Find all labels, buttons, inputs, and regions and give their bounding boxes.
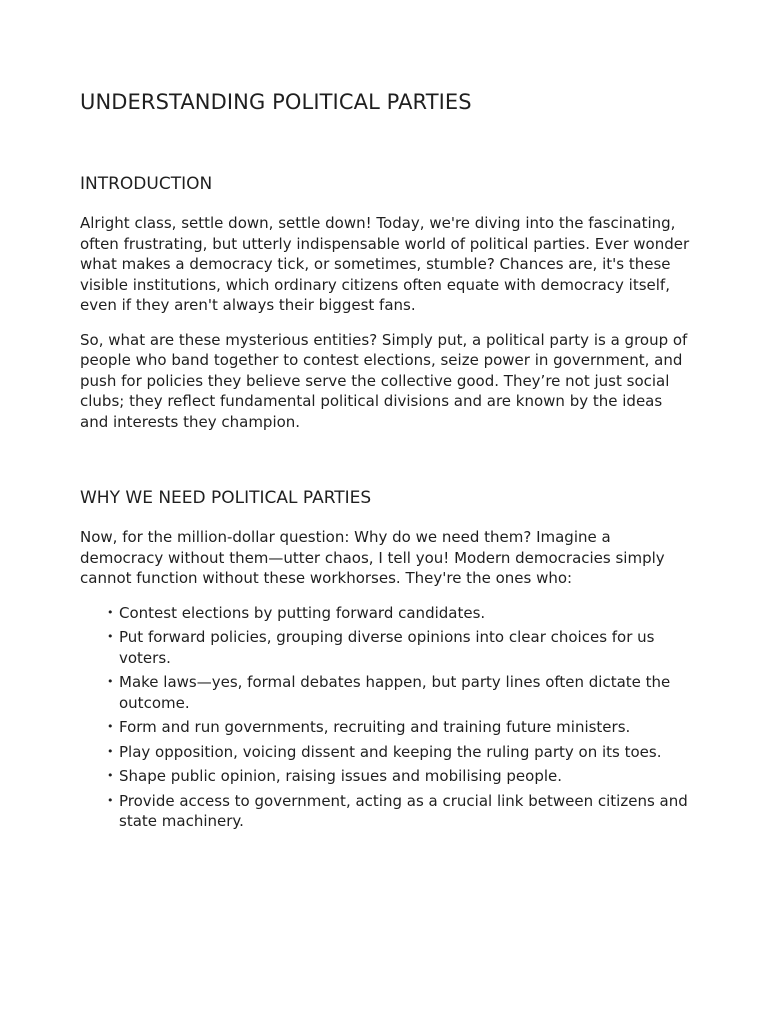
list-item <box>107 791 690 832</box>
list-item <box>107 627 690 668</box>
intro-paragraph-2: So, what are these mysterious entities? Simply put, a political party is a group of people who band together to contest elections, seize power in government, and push for policies they believe serve the collective good. They’re not just social clubs; they reflect fundamental political divisions and are known by the ideas and interests they champion. <box>80 330 688 431</box>
bullet-icon: • <box>107 744 114 758</box>
reasons-list <box>80 603 690 832</box>
bullet-icon: • <box>107 769 114 782</box>
why-paragraph-1: Now, for the million-dollar question: Why do we need them? Imagine a democracy without them—utter chaos, I tell you! Modern democracies simply cannot function without these workhorses. They're the ones who: <box>80 528 665 587</box>
list-item-text: Put forward policies, grouping diverse opinions into clear choices for us voters. <box>119 628 655 667</box>
bullet-icon: • <box>107 793 114 807</box>
list-item <box>107 672 690 713</box>
bullet-icon: • <box>107 675 114 688</box>
list-item <box>107 742 690 763</box>
list-item <box>107 766 690 787</box>
list-item-text: Contest elections by putting forward candidates. <box>119 603 486 622</box>
bullet-icon: • <box>107 605 114 619</box>
bullet-icon: • <box>107 720 114 733</box>
section-heading-why-parties: WHY WE NEED POLITICAL PARTIES <box>80 488 372 508</box>
document-page <box>80 87 690 836</box>
list-item-text: Make laws—yes, formal debates happen, but party lines often dictate the outcome. <box>119 673 671 712</box>
bullet-icon: • <box>107 630 114 643</box>
list-item-text: Form and run governments, recruiting and training future ministers. <box>119 718 631 736</box>
list-item <box>107 603 690 624</box>
list-item <box>107 717 690 738</box>
document-title: UNDERSTANDING POLITICAL PARTIES <box>80 90 472 114</box>
section-heading-introduction: INTRODUCTION <box>80 174 213 194</box>
list-item-text: Shape public opinion, raising issues and mobilising people. <box>119 767 563 785</box>
intro-paragraph-1: Alright class, settle down, settle down! Today, we're diving into the fascinating, often frustrating, but utterly indispensable world of political parties. Ever wonder what makes a democracy tick, or sometimes, stumble? Chances are, it's these visible institutions, which ordinary citizens often equate with democracy itself, even if they aren't always their biggest fans. <box>80 214 690 314</box>
list-item-text: Play opposition, voicing dissent and keeping the ruling party on its toes. <box>119 742 662 761</box>
list-item-text: Provide access to government, acting as a crucial link between citizens and state machinery. <box>119 791 688 830</box>
